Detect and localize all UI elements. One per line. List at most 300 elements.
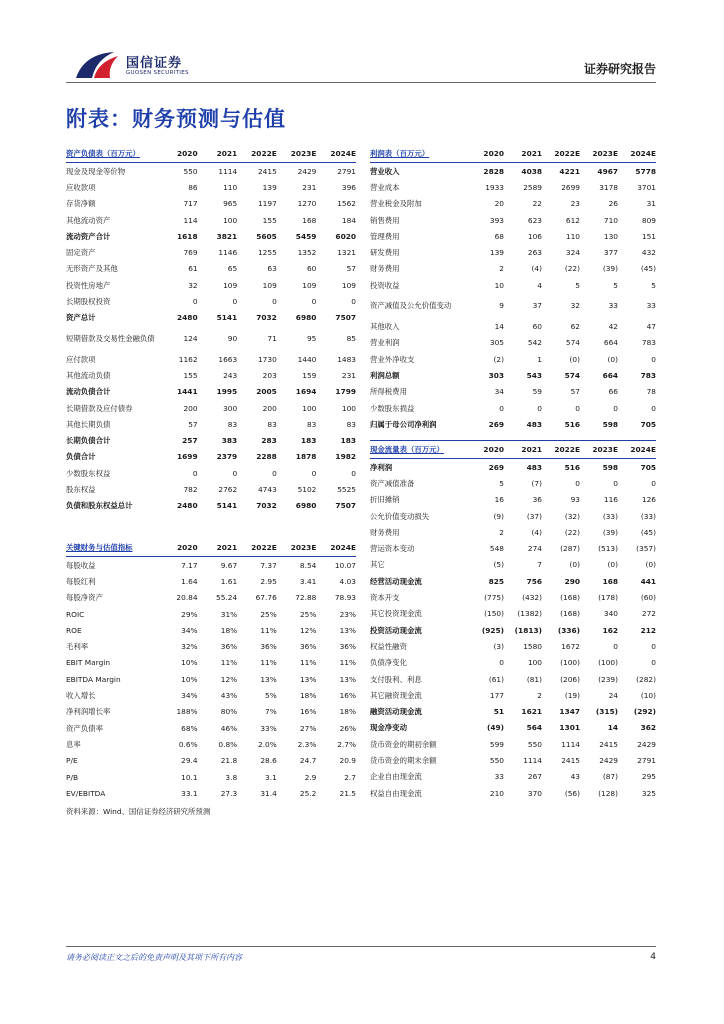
table-row [66, 351, 356, 367]
table-cell: 26% [339, 723, 356, 733]
column-header: 2022E [237, 145, 277, 163]
row-label: 净利润 [370, 462, 393, 472]
table-row [370, 589, 656, 605]
table-cell: 0 [232, 297, 238, 307]
table-cell: 1197 [257, 199, 277, 209]
table-cell: (168) [560, 609, 580, 619]
table-cell: 109 [223, 280, 238, 290]
table-cell: 1799 [335, 387, 356, 397]
table-row [66, 212, 356, 228]
table-cell: 2.9 [304, 772, 317, 782]
table-cell: (513) [598, 544, 618, 554]
table-cell: 272 [641, 609, 656, 619]
table-cell: 2429 [637, 739, 656, 749]
table-cell: (239) [598, 674, 618, 684]
table-cell: 25% [260, 609, 277, 619]
row-label: 每股收益 [66, 560, 96, 570]
table-cell: 33 [646, 301, 656, 311]
row-label: P/B [66, 772, 79, 782]
table-cell: 5525 [337, 484, 356, 494]
table-cell: (100) [560, 658, 580, 668]
row-label: 货币资金的期初余额 [370, 739, 437, 749]
table-cell: (206) [560, 674, 580, 684]
table-cell: 0 [651, 641, 656, 651]
table-cell: 11% [260, 625, 277, 635]
table-cell: 2005 [256, 387, 277, 397]
table-cell: 7032 [256, 501, 277, 511]
table-cell: (33) [640, 511, 656, 521]
table-cell: 12% [299, 625, 317, 635]
row-label: EBITDA Margin [66, 674, 121, 684]
table-cell: 60 [306, 264, 317, 274]
column-header: 2023E [277, 539, 317, 557]
column-header: 2020 [466, 145, 504, 163]
column-header: 2023E [277, 145, 317, 163]
table-cell: 783 [640, 370, 656, 380]
table-cell: 11% [299, 658, 317, 668]
table-cell: 5102 [297, 484, 317, 494]
footer-disclaimer: 请务必阅读正文之后的免责声明及其项下所有内容 [66, 953, 242, 962]
table-cell: 3.1 [265, 772, 277, 782]
table-cell: 0 [651, 658, 656, 668]
table-cell: 100 [223, 215, 238, 225]
table-cell: 114 [183, 215, 198, 225]
table-cell: 109 [341, 280, 356, 290]
table-cell: 1.61 [220, 576, 238, 586]
table-cell: 7507 [335, 501, 356, 511]
table-cell: 36% [260, 642, 277, 652]
table-cell: 83 [306, 419, 317, 429]
row-label: 毛利率 [66, 642, 89, 652]
table-cell: 203 [262, 370, 277, 380]
table-cell: 283 [261, 436, 277, 446]
table-cell: 0 [651, 354, 656, 364]
table-cell: 370 [527, 788, 542, 798]
table-cell: 1146 [218, 248, 238, 258]
table-cell: 183 [300, 436, 317, 446]
row-label: 营业成本 [370, 182, 400, 192]
table-cell: 269 [488, 462, 504, 472]
table-cell: 483 [526, 462, 542, 472]
table-cell: (336) [557, 625, 580, 635]
table-cell: 7% [265, 707, 277, 717]
row-label: 营业税金及附加 [370, 199, 422, 209]
table-cell: (60) [640, 593, 656, 603]
table-row [66, 293, 356, 309]
table-cell: 116 [603, 495, 618, 505]
table-cell: 200 [183, 403, 198, 413]
table-cell: (1813) [514, 625, 542, 635]
table-row [66, 465, 356, 481]
table-row [370, 703, 656, 719]
table-cell: 705 [640, 419, 656, 429]
table-cell: (0) [645, 560, 656, 570]
table-cell: 27.3 [220, 788, 238, 798]
table-cell: 86 [188, 182, 198, 192]
table-cell: 1347 [559, 707, 580, 717]
column-header: 2021 [504, 441, 542, 459]
table-row [370, 384, 656, 400]
table-cell: 4.03 [339, 576, 356, 586]
table-cell: 2 [499, 264, 504, 274]
table-row [66, 720, 356, 736]
table-cell: (10) [640, 690, 656, 700]
table-cell: 1672 [561, 641, 580, 651]
table-cell: 26 [608, 199, 618, 209]
row-label: 投资性房地产 [66, 280, 111, 290]
table-cell: 2791 [337, 166, 356, 176]
table-cell: 4 [537, 280, 542, 290]
table-cell: 377 [603, 248, 618, 258]
table-row [370, 736, 656, 752]
table-cell: 8.54 [299, 560, 317, 570]
table-row [370, 244, 656, 260]
row-label: P/E [66, 756, 78, 766]
table-cell: 36% [220, 642, 238, 652]
table-cell: 2.3% [297, 739, 317, 749]
table-cell: 2429 [297, 166, 317, 176]
table-cell: 28.6 [260, 756, 277, 766]
row-label: 存货净额 [66, 199, 96, 209]
table-cell: 550 [489, 755, 504, 765]
row-label: 净利润增长率 [66, 707, 111, 717]
table-cell: 67.76 [255, 593, 277, 603]
table-row [66, 655, 356, 671]
table-cell: 1114 [561, 739, 580, 749]
table-cell: (39) [602, 264, 618, 274]
table-cell: 12% [220, 674, 238, 684]
table-row [66, 769, 356, 785]
table-cell: (128) [598, 788, 618, 798]
table-cell: 33% [260, 723, 277, 733]
table-cell: 783 [641, 338, 656, 348]
footer-divider [66, 946, 656, 947]
row-label: 所得税费用 [370, 387, 407, 397]
row-label: 负债净变化 [370, 658, 407, 668]
table-row [66, 704, 356, 720]
table-row [66, 367, 356, 383]
table-cell: 2828 [483, 166, 504, 176]
table-cell: 200 [262, 403, 277, 413]
row-label: EV/EBITDA [66, 788, 106, 798]
row-label: 营业外净收支 [370, 354, 415, 364]
table-cell: 0 [351, 468, 356, 478]
table-cell: 83 [267, 419, 277, 429]
table-cell: (4) [531, 264, 542, 274]
table-cell: 20 [494, 199, 504, 209]
column-header: 2022E [542, 441, 580, 459]
table-cell: 59 [532, 387, 542, 397]
table-cell: 0 [575, 403, 580, 413]
table-cell: 83 [227, 419, 238, 429]
table-cell: 184 [341, 215, 356, 225]
table-row [370, 318, 656, 334]
table-cell: 151 [641, 231, 656, 241]
table-cell: 5778 [635, 166, 656, 176]
table-cell: 57 [346, 264, 356, 274]
row-label: 流动负债合计 [66, 387, 111, 397]
table-cell: 269 [488, 419, 504, 429]
table-cell: 432 [641, 248, 656, 258]
table-cell: (0) [607, 354, 618, 364]
table-cell: 257 [182, 436, 198, 446]
table-cell: 300 [223, 403, 238, 413]
source-note: 资料来源：Wind、国信证券经济研究所预测 [66, 807, 211, 816]
table-cell: (45) [640, 527, 656, 537]
table-cell: 7.37 [260, 560, 277, 570]
table-cell: 124 [183, 333, 198, 343]
table-row [66, 261, 356, 277]
table-row [370, 475, 656, 491]
table-cell: 24 [608, 690, 618, 700]
table-cell: 396 [341, 182, 356, 192]
column-header: 2024E [316, 539, 356, 557]
row-label: 资产减值及公允价值变动 [370, 301, 452, 311]
table-cell: 71 [267, 333, 277, 343]
table-cell: 33.1 [181, 788, 198, 798]
table-row [370, 769, 656, 785]
table-cell: 1933 [485, 182, 504, 192]
table-row [370, 277, 656, 293]
column-header: 2020 [466, 441, 504, 459]
table-cell: 0 [651, 403, 656, 413]
table-cell: 717 [183, 199, 198, 209]
table-cell: 516 [564, 462, 580, 472]
table-cell: 550 [527, 739, 542, 749]
table-cell: 16% [339, 691, 356, 701]
table-row [370, 163, 656, 180]
table-cell: 769 [183, 248, 198, 258]
table-cell: 1270 [297, 199, 317, 209]
table-cell: 756 [526, 576, 542, 586]
row-label: 研发费用 [370, 248, 400, 258]
table-cell: (33) [602, 511, 618, 521]
table-cell: 27% [299, 723, 317, 733]
table-cell: 0 [272, 468, 277, 478]
table-cell: 2288 [256, 452, 277, 462]
table-row [66, 481, 356, 497]
table-row [370, 351, 656, 367]
row-label: 销售费用 [370, 215, 400, 225]
table-cell: 177 [489, 690, 504, 700]
table-cell: 263 [527, 248, 542, 258]
table-cell: 21.5 [339, 788, 356, 798]
table-cell: 393 [489, 215, 504, 225]
row-label: 营运资本变动 [370, 544, 415, 554]
table-row [66, 687, 356, 703]
table-cell: 809 [641, 215, 656, 225]
row-label: 资本开支 [370, 593, 400, 603]
column-header: 2022E [542, 145, 580, 163]
table-cell: 0 [192, 297, 198, 307]
table-row [370, 540, 656, 556]
table-row [370, 524, 656, 540]
table-cell: 4967 [597, 166, 618, 176]
table-cell: 11% [220, 658, 238, 668]
column-header: 2020 [158, 145, 198, 163]
table-cell: 574 [565, 338, 580, 348]
table-cell: 383 [221, 436, 238, 446]
table-cell: 7507 [335, 313, 356, 323]
row-label: 无形资产及其他 [66, 264, 118, 274]
table-cell: 34 [494, 387, 504, 397]
table-cell: 20.84 [176, 593, 198, 603]
row-label: 投资收益 [370, 280, 400, 290]
table-cell: 623 [527, 215, 542, 225]
table-cell: 612 [565, 215, 580, 225]
table-cell: 162 [602, 625, 618, 635]
table-cell: 2415 [599, 739, 618, 749]
table-cell: (7) [531, 478, 542, 488]
table-row [66, 326, 356, 351]
table-cell: 0 [351, 297, 356, 307]
table-cell: 13% [299, 674, 317, 684]
row-label: 货币资金的期末余额 [370, 755, 437, 765]
row-label: 资产总计 [66, 313, 96, 323]
row-label: 长期负债合计 [66, 436, 111, 446]
row-label: 长期借款及应付债券 [66, 403, 133, 413]
table-cell: 2699 [561, 182, 580, 192]
table-row [66, 196, 356, 212]
table-cell: 9.67 [220, 560, 238, 570]
table-row [370, 557, 656, 573]
table-row [66, 244, 356, 260]
table-cell: (9) [493, 511, 504, 521]
table-cell: 109 [302, 280, 317, 290]
table-cell: 32% [181, 642, 198, 652]
table-cell: 543 [526, 370, 542, 380]
row-label: 资产负债率 [66, 723, 103, 733]
table-cell: 36% [299, 642, 317, 652]
row-label: 其他流动资产 [66, 215, 111, 225]
table-cell: (178) [598, 593, 618, 603]
table-cell: 110 [565, 231, 580, 241]
table-cell: 2.7% [337, 739, 356, 749]
row-label: 财务费用 [370, 264, 400, 274]
table-row [370, 293, 656, 318]
table-cell: 1618 [177, 231, 198, 241]
table-cell: 72.88 [295, 593, 317, 603]
row-label: 营业收入 [370, 166, 400, 176]
table-cell: 90 [227, 333, 238, 343]
table-cell: 10.07 [334, 560, 356, 570]
table-cell: 36 [532, 495, 542, 505]
table-cell: (61) [488, 674, 504, 684]
row-label: 企业自由现金流 [370, 772, 422, 782]
table-cell: 0 [613, 641, 618, 651]
table-cell: (56) [564, 788, 580, 798]
table-cell: 290 [564, 576, 580, 586]
table-row [370, 459, 656, 476]
table-cell: 782 [183, 484, 198, 494]
table-cell: 78.93 [334, 593, 356, 603]
table-row [370, 720, 656, 736]
table-cell: 1321 [337, 248, 356, 258]
row-label: 少数股东损益 [370, 403, 415, 413]
table-cell: 598 [602, 462, 618, 472]
row-label: 融资活动现金流 [370, 707, 422, 717]
row-label: 短期借款及交易性金融负债 [66, 333, 155, 343]
table-cell: 42 [608, 322, 618, 332]
table-cell: 362 [640, 723, 656, 733]
table-cell: 0 [311, 297, 317, 307]
table-cell: 63 [267, 264, 277, 274]
row-label: 每股红利 [66, 576, 96, 586]
table-cell: 23% [339, 609, 356, 619]
table-cell: (1382) [517, 609, 542, 619]
table-cell: (775) [484, 593, 504, 603]
report-type-label: 证券研究报告 [583, 62, 656, 76]
table-cell: 32 [188, 280, 198, 290]
row-label: 其他收入 [370, 322, 400, 332]
table-cell: 10% [181, 674, 198, 684]
table-header-row [66, 539, 356, 557]
table-cell: 68% [181, 723, 198, 733]
table-cell: 2429 [599, 755, 618, 765]
table-row [370, 752, 656, 768]
page-header [0, 0, 724, 90]
table-cell: (150) [484, 609, 504, 619]
table-cell: 295 [641, 772, 656, 782]
table-row [66, 606, 356, 622]
table-cell: 43% [220, 691, 238, 701]
table-cell: 29% [181, 609, 198, 619]
table-cell: 18% [220, 625, 238, 635]
row-label: 每股净资产 [66, 593, 103, 603]
table-cell: 1 [537, 354, 542, 364]
row-label: 折旧摊销 [370, 495, 400, 505]
column-header: 2023E [580, 441, 618, 459]
table-title: 资产负债表（百万元） [66, 145, 158, 163]
table-cell: 705 [640, 462, 656, 472]
table-row [370, 416, 656, 432]
table-cell: 1995 [216, 387, 238, 397]
table-cell: 5141 [216, 313, 238, 323]
row-label: ROE [66, 625, 82, 635]
row-label: 营业利润 [370, 338, 400, 348]
table-cell: 16 [494, 495, 504, 505]
row-label: 少数股东权益 [66, 468, 111, 478]
table-cell: 340 [603, 609, 618, 619]
table-cell: (357) [636, 544, 656, 554]
table-cell: 231 [341, 370, 356, 380]
table-cell: (315) [595, 707, 618, 717]
table-cell: (2) [493, 354, 504, 364]
row-label: 应付款项 [66, 354, 96, 364]
table-cell: 22 [532, 199, 542, 209]
table-cell: 93 [570, 495, 580, 505]
table-cell: 243 [223, 370, 238, 380]
table-row [370, 638, 656, 654]
table-cell: 1730 [257, 354, 277, 364]
table-cell: 5 [575, 280, 580, 290]
column-header: 2024E [316, 145, 356, 163]
row-label: 负债合计 [66, 452, 96, 462]
table-cell: 516 [564, 419, 580, 429]
table-cell: 57 [188, 419, 198, 429]
logo-english-text: GUOSEN SECURITIES [126, 70, 189, 76]
table-title: 利润表（百万元） [370, 145, 466, 163]
table-cell: 36% [339, 642, 356, 652]
row-label: 管理费用 [370, 231, 400, 241]
table-cell: 6980 [295, 313, 317, 323]
table-cell: 710 [603, 215, 618, 225]
table-cell: (100) [598, 658, 618, 668]
table-cell: 2589 [523, 182, 542, 192]
header-divider [66, 82, 656, 83]
column-header: 2021 [198, 145, 238, 163]
table-cell: 0 [613, 403, 618, 413]
